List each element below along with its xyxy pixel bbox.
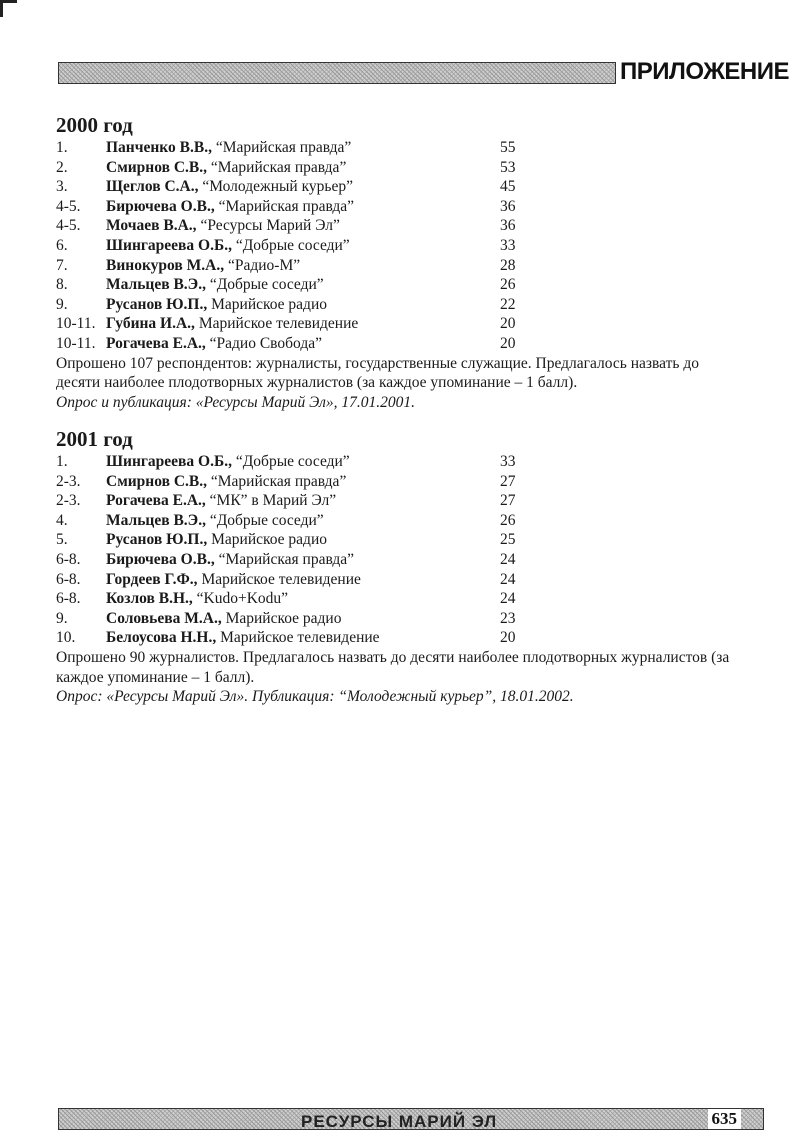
rank-number: 10. (56, 629, 76, 647)
rank-number: 2. (56, 158, 68, 176)
rank-journalist-name: Рогачева Е.А., (106, 334, 206, 352)
ranking-row (56, 530, 756, 550)
ranking-list (56, 452, 756, 648)
rank-score: 20 (500, 315, 516, 333)
rank-outlet: “Kudo+Kodu” (196, 590, 289, 608)
page-number: 635 (708, 1109, 742, 1129)
rank-entry (106, 177, 353, 197)
ranking-row (56, 295, 756, 315)
rank-outlet: Марийское радио (211, 531, 327, 549)
rank-journalist-name: Русанов Ю.П., (106, 531, 208, 549)
rank-score: 36 (500, 217, 516, 235)
rank-journalist-name: Бирючева О.В., (106, 550, 215, 568)
ranking-row (56, 334, 756, 354)
rank-journalist-name: Щеглов С.А., (106, 178, 199, 196)
rank-entry (106, 158, 346, 178)
rank-entry (106, 511, 324, 531)
rank-entry (106, 628, 380, 648)
rank-journalist-name: Панченко В.В., (106, 139, 212, 156)
rank-journalist-name: Белоусова Н.Н., (106, 629, 217, 647)
footer-journal-title: РЕСУРСЫ МАРИЙ ЭЛ (301, 1112, 498, 1130)
rank-score: 22 (500, 295, 516, 313)
rank-number: 9. (56, 295, 68, 313)
page-header-title: ПРИЛОЖЕНИЕ (620, 58, 789, 85)
crop-corner-mark (0, 0, 17, 17)
rank-number: 1. (56, 139, 68, 156)
rank-number: 6-8. (56, 570, 81, 588)
rank-entry (106, 314, 358, 334)
rank-score: 24 (500, 550, 516, 568)
rank-outlet: “Марийская правда” (210, 472, 347, 490)
rank-number: 4-5. (56, 217, 81, 235)
rank-number: 5. (56, 531, 68, 549)
rank-entry (106, 550, 354, 570)
rank-score: 20 (500, 334, 516, 352)
rank-outlet: “Марийская правда” (215, 139, 352, 156)
survey-note: Опрошено 90 журналистов. Предлагалось назвать до десяти наиболее плодотворных журналистов (за каждое упоминание – 1 балл). (56, 648, 730, 686)
rank-number: 7. (56, 256, 68, 274)
rank-score: 23 (500, 609, 516, 627)
rank-entry (106, 570, 361, 590)
ranking-row (56, 236, 756, 256)
rank-score: 26 (500, 511, 516, 529)
rank-entry (106, 530, 327, 550)
rank-outlet: “Молодежный курьер” (202, 178, 353, 196)
rank-journalist-name: Гордеев Г.Ф., (106, 570, 198, 588)
rank-entry (106, 472, 346, 492)
rank-number: 10-11. (56, 334, 96, 352)
ranking-row (56, 628, 756, 648)
rank-journalist-name: Винокуров М.А., (106, 256, 225, 274)
rank-journalist-name: Козлов В.Н., (106, 590, 193, 608)
rank-outlet: Марийское телевидение (220, 629, 380, 647)
rank-journalist-name: Мальцев В.Э., (106, 511, 206, 529)
ranking-row (56, 138, 756, 158)
rank-entry (106, 295, 327, 315)
rank-outlet: “Марийская правда” (210, 158, 347, 176)
rank-outlet: “Марийская правда” (218, 197, 355, 215)
ranking-row (56, 511, 756, 531)
rank-journalist-name: Бирючева О.В., (106, 197, 215, 215)
rank-entry (106, 491, 336, 511)
rank-outlet: Марийское радио (211, 295, 327, 313)
rank-number: 8. (56, 276, 68, 294)
rank-score: 26 (500, 276, 516, 294)
rank-journalist-name: Соловьева М.А., (106, 609, 222, 627)
rank-entry (106, 236, 350, 256)
rank-score: 33 (500, 236, 516, 254)
rank-journalist-name: Мочаев В.А., (106, 217, 197, 235)
rank-score: 53 (500, 158, 516, 176)
rank-outlet: “МК” в Марий Эл” (209, 492, 337, 510)
rank-outlet: “Добрые соседи” (209, 276, 324, 294)
ranking-row (56, 216, 756, 236)
ranking-row (56, 550, 756, 570)
rank-score: 45 (500, 178, 516, 196)
rank-number: 1. (56, 453, 68, 470)
rank-entry (106, 334, 322, 354)
rank-journalist-name: Смирнов С.В., (106, 472, 207, 490)
rank-outlet: “Добрые соседи” (209, 511, 324, 529)
rank-number: 9. (56, 609, 68, 627)
rank-journalist-name: Рогачева Е.А., (106, 492, 206, 510)
rank-entry (106, 609, 341, 629)
survey-note: Опрошено 107 респондентов: журналисты, государственные служащие. Предлагалось назвать до десяти наиболее плодотворных журналистов (за каждое упоминание – 1 балл). (56, 354, 699, 392)
survey-source: Опрос и публикация: «Ресурсы Марий Эл», 17.01.2001. (56, 393, 416, 411)
rank-outlet: “Добрые соседи” (235, 236, 350, 254)
ranking-row (56, 609, 756, 629)
rank-entry (106, 197, 354, 217)
rank-number: 6. (56, 236, 68, 254)
ranking-row (56, 197, 756, 217)
rank-entry (106, 589, 288, 609)
rank-outlet: “Добрые соседи” (235, 453, 350, 470)
rank-number: 6-8. (56, 590, 81, 608)
section-year-title: 2001 год (56, 427, 133, 451)
rank-journalist-name: Шингареева О.Б., (106, 236, 232, 254)
rank-journalist-name: Мальцев В.Э., (106, 276, 206, 294)
rank-outlet: Марийское радио (225, 609, 342, 627)
ranking-row (56, 472, 756, 492)
rank-journalist-name: Смирнов С.В., (106, 158, 207, 176)
rank-score: 27 (500, 472, 516, 490)
rank-number: 4-5. (56, 197, 81, 215)
rank-outlet: Марийское телевидение (201, 570, 361, 588)
ranking-row (56, 589, 756, 609)
rank-score: 28 (500, 256, 516, 274)
rank-number: 2-3. (56, 472, 81, 490)
rank-entry (106, 275, 324, 295)
rank-score: 33 (500, 453, 516, 470)
rank-entry (106, 256, 300, 276)
rank-outlet: “Радио Свобода” (209, 334, 322, 352)
rank-outlet: “Радио-М” (227, 256, 301, 274)
rank-number: 10-11. (56, 315, 96, 333)
rank-outlet: “Ресурсы Марий Эл” (200, 217, 340, 235)
rank-score: 27 (500, 492, 516, 510)
ranking-row (56, 275, 756, 295)
ranking-row (56, 491, 756, 511)
ranking-row (56, 256, 756, 276)
ranking-row (56, 452, 756, 472)
footer-hatched-bar (58, 1108, 764, 1130)
rank-score: 24 (500, 590, 516, 608)
survey-source: Опрос: «Ресурсы Марий Эл». Публикация: “Молодежный курьер”, 18.01.2002. (56, 688, 574, 706)
ranking-row (56, 570, 756, 590)
rank-score: 36 (500, 197, 516, 215)
rank-number: 3. (56, 178, 68, 196)
rank-journalist-name: Шингареева О.Б., (106, 453, 232, 470)
ranking-row (56, 177, 756, 197)
rank-entry (106, 216, 340, 236)
rank-journalist-name: Губина И.А., (106, 315, 195, 333)
header-hatched-bar (58, 62, 616, 84)
rank-number: 6-8. (56, 550, 81, 568)
rank-score: 25 (500, 531, 516, 549)
rank-outlet: Марийское телевидение (198, 315, 359, 333)
ranking-row (56, 158, 756, 178)
rank-number: 4. (56, 511, 68, 529)
ranking-row (56, 314, 756, 334)
rank-outlet: “Марийская правда” (218, 550, 355, 568)
section-year-title: 2000 год (56, 113, 133, 137)
section-2000 (56, 112, 756, 412)
section-2001 (56, 426, 756, 707)
rank-journalist-name: Русанов Ю.П., (106, 295, 208, 313)
rank-entry (106, 138, 351, 158)
rank-score: 24 (500, 570, 516, 588)
ranking-list (56, 138, 756, 354)
rank-score: 20 (500, 629, 516, 647)
rank-score: 55 (500, 139, 516, 156)
rank-entry (106, 452, 350, 472)
rank-number: 2-3. (56, 492, 81, 510)
